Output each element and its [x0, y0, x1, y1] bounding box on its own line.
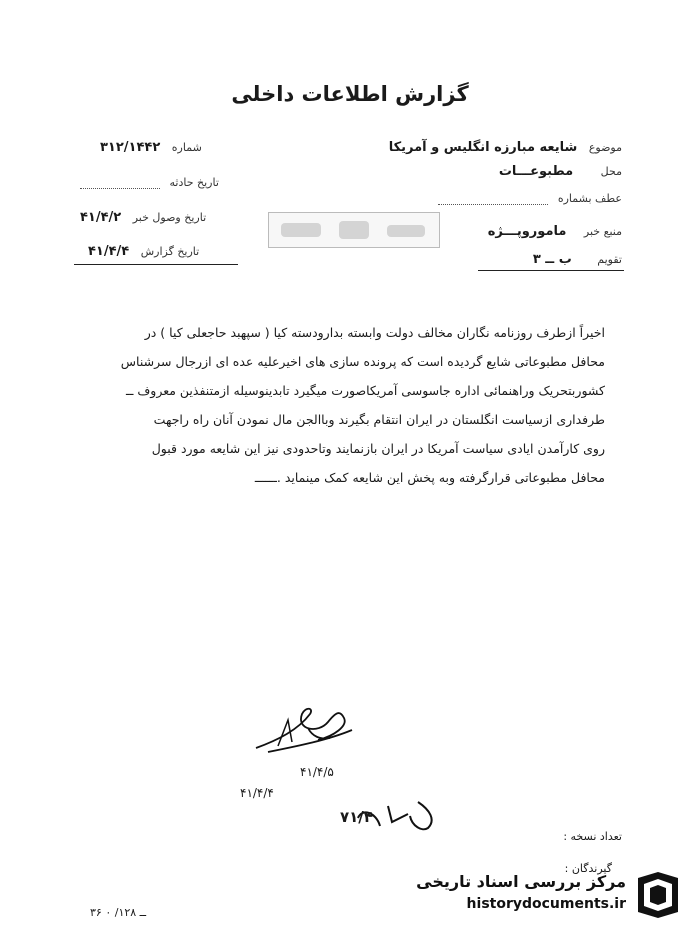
source-label: منبع خبر: [583, 225, 622, 238]
source-field: [488, 224, 622, 239]
incident-date-dots: [80, 178, 160, 189]
signature-scribble: [248, 700, 358, 760]
document-title: گزارش اطلاعات داخلی: [231, 82, 469, 106]
recipients-label: گیرندگان :: [564, 862, 612, 875]
report-date-underline: [74, 264, 238, 265]
place-value: مطبوعـــات: [498, 164, 574, 179]
reference-label: عطف بشماره: [557, 192, 622, 205]
evaluation-value: ب ــ ۳: [532, 252, 572, 267]
number-field: [100, 140, 202, 155]
source-value: ماموروپـــژه: [487, 224, 567, 239]
copies-label: تعداد نسخه :: [563, 830, 622, 843]
number-value: ۳۱۲/۱۴۴۲: [100, 140, 161, 155]
archive-book-icon: [632, 870, 684, 920]
body-line: کشوربتحریک وراهنمائی اداره جاسوسی آمریکاصورت میگیرد تابدینوسیله ازمتنفذین معروف ــ: [126, 383, 605, 398]
body-line: محافل مطبوعاتی قرارگرفته وبه پخش این شایعه کمک مینماید .ــــــ: [254, 470, 605, 485]
incident-date-label: تاریخ حادثه: [169, 176, 219, 189]
place-label: محل: [600, 165, 622, 178]
body-line: روی کارآمدن ایادی سیاست آمریکا در ایران بازنمایند وتاحدودی نیز این شایعه مورد قبول: [151, 441, 605, 456]
body-line: محافل مطبوعاتی شایع گردیده است که پرونده سازی های اخیرعلیه عده ای ازرجال سرشناس: [120, 354, 605, 369]
faded-stamp-box: [268, 212, 440, 248]
watermark-name: مرکز بررسی اسناد تاریخی: [416, 872, 626, 891]
evaluation-field: [533, 252, 622, 267]
received-date-field: [80, 210, 206, 225]
body-line: طرفداری ازسیاست انگلستان در ایران انتقام بگیرند وباالجن مال نمودن آنان راه راجهت: [153, 412, 605, 427]
initials-value: ۷۱/۴: [340, 808, 373, 826]
footer-number: ۳۶ ــ ۱۲۸/ ۰: [90, 906, 147, 919]
number-label: شماره: [171, 141, 202, 154]
reference-field: [438, 192, 622, 205]
place-field: [499, 164, 622, 179]
initials-scribble: [318, 792, 448, 836]
report-date-label: تاریخ گزارش: [140, 245, 200, 258]
report-date-value: ۴۱/۴/۴: [88, 244, 130, 259]
subject-label: موضوع: [588, 141, 622, 154]
report-body: [75, 318, 605, 492]
signature-date-2: ۴۱/۴/۴: [240, 786, 274, 800]
subject-field: [389, 140, 622, 155]
watermark-url: historydocuments.ir: [466, 896, 626, 912]
signature-date-1: ۴۱/۴/۵: [300, 765, 334, 779]
reference-dots: [438, 194, 548, 205]
received-date-label: تاریخ وصول خبر: [132, 211, 207, 224]
subject-value: شایعه مبارزه انگلیس و آمریکا: [388, 140, 578, 155]
watermark-logo: [416, 868, 690, 922]
received-date-value: ۴۱/۴/۲: [80, 210, 122, 225]
report-date-field: [88, 244, 199, 259]
body-line: اخیراً ازطرف روزنامه نگاران مخالف دولت وابسته بدارودسته کیا ( سپهبد حاجعلی کیا ) در: [144, 325, 605, 340]
evaluation-label: تقویم: [597, 253, 622, 266]
evaluation-underline: [478, 270, 624, 271]
incident-date-field: [80, 176, 219, 189]
